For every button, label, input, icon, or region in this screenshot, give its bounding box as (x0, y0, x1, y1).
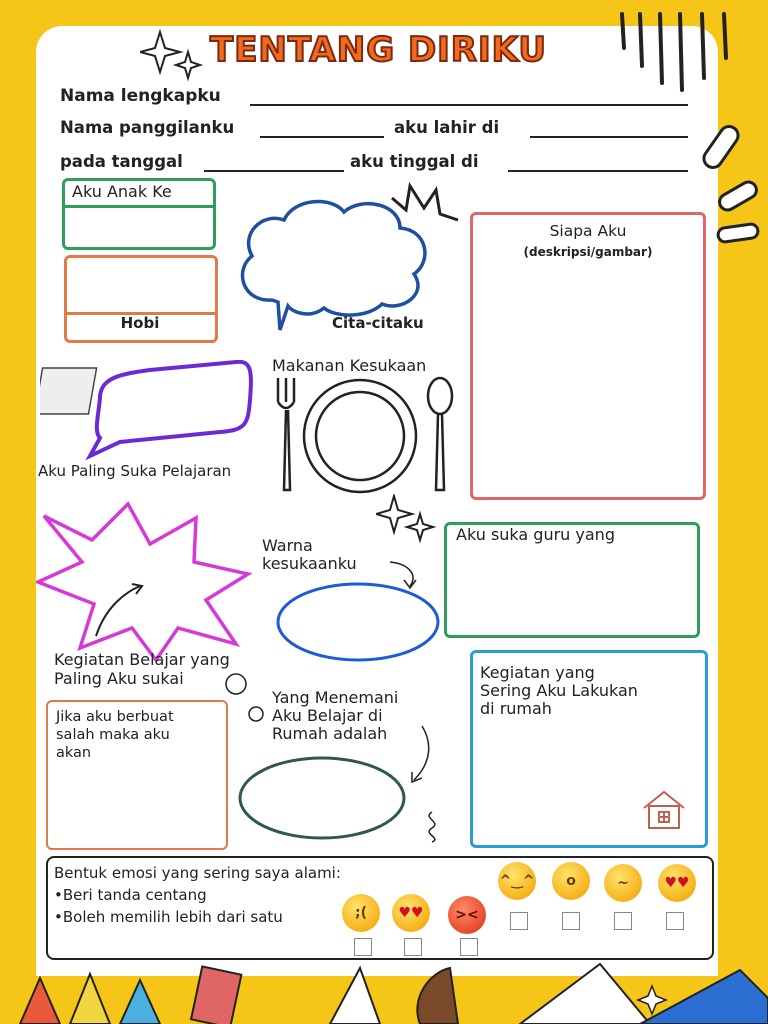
swirl-decoration (222, 672, 272, 726)
learning-activity-burst[interactable] (36, 496, 276, 666)
sparkle-icon (140, 28, 210, 88)
nickname-label: Nama panggilanku (60, 118, 235, 137)
emotions-hint-1: •Beri tanda centang (54, 886, 207, 904)
hobby-label: Hobi (120, 314, 160, 332)
emotion-checkbox[interactable] (354, 938, 372, 956)
birthdate-field[interactable] (204, 170, 344, 172)
home-activity-label-1: Kegiatan yang (480, 663, 595, 682)
birthplace-field[interactable] (530, 136, 688, 138)
emotion-checkbox[interactable] (562, 912, 580, 930)
heart-eyes-face-icon: ♥♥ (392, 894, 430, 932)
residence-label: aku tinggal di (350, 152, 479, 171)
emotions-hint-2: •Boleh memilih lebih dari satu (54, 908, 283, 926)
school-supplies-decoration (0, 958, 768, 1024)
favorite-color-ellipse[interactable] (270, 556, 450, 666)
emotion-checkbox[interactable] (666, 912, 684, 930)
full-name-label: Nama lengkapku (60, 86, 221, 106)
mistake-label-2: salah maka aku (56, 727, 170, 743)
who-am-i-label: Siapa Aku (549, 222, 627, 240)
companion-label-3: Rumah adalah (272, 724, 388, 743)
emotion-checkbox[interactable] (404, 938, 422, 956)
favorite-color-label-1: Warna (262, 536, 313, 555)
companion-label-1: Yang Menemani (272, 688, 399, 707)
burst-lines (388, 180, 468, 240)
yawning-face-icon: o (552, 862, 590, 900)
crying-face-icon: ;( (342, 894, 380, 932)
house-icon (640, 788, 688, 832)
companion-label-2: Aku Belajar di (272, 706, 383, 725)
angry-face-icon: >< (448, 896, 486, 934)
teacher-label: Aku suka guru yang (456, 525, 615, 544)
emotion-checkbox[interactable] (614, 912, 632, 930)
learning-activity-label-1: Kegiatan Belajar yang (54, 650, 230, 669)
anxious-face-icon: ~ (604, 864, 642, 902)
emotion-checkbox[interactable] (510, 912, 528, 930)
favorite-color-label-2: kesukaanku (262, 554, 357, 573)
mistake-label-3: akan (56, 745, 92, 761)
smiling-face-icon: ^‿^ (498, 862, 536, 900)
companion-ellipse[interactable] (236, 722, 466, 848)
full-name-field[interactable] (250, 104, 688, 106)
home-activity-label-3: di rumah (480, 699, 552, 718)
sparkle-icon (376, 494, 440, 544)
mistake-label-1: Jika aku berbuat (56, 709, 174, 725)
home-activity-label-2: Sering Aku Lakukan (480, 681, 638, 700)
emotions-heading: Bentuk emosi yang sering saya alami: (54, 864, 341, 882)
birthplace-label: aku lahir di (394, 118, 500, 137)
who-am-i-subtitle: (deskripsi/gambar) (523, 245, 653, 259)
learning-activity-label-2: Paling Aku sukai (54, 669, 184, 688)
page-title: TENTANG DIRIKU (210, 30, 547, 70)
subject-speech-bubble[interactable] (40, 360, 270, 470)
nickname-field[interactable] (260, 136, 384, 138)
emotion-checkbox[interactable] (460, 938, 478, 956)
plate-cutlery-icon[interactable] (270, 370, 470, 500)
favorite-subject-label: Aku Paling Suka Pelajaran (38, 462, 232, 480)
birthdate-label: pada tanggal (60, 152, 183, 171)
favorite-food-label: Makanan Kesukaan (272, 356, 427, 375)
child-order-label: Aku Anak Ke (72, 182, 172, 201)
residence-field[interactable] (508, 170, 688, 172)
heart-eyes-face-icon: ♥♥ (658, 864, 696, 902)
ambition-label: Cita-citaku (332, 314, 424, 332)
